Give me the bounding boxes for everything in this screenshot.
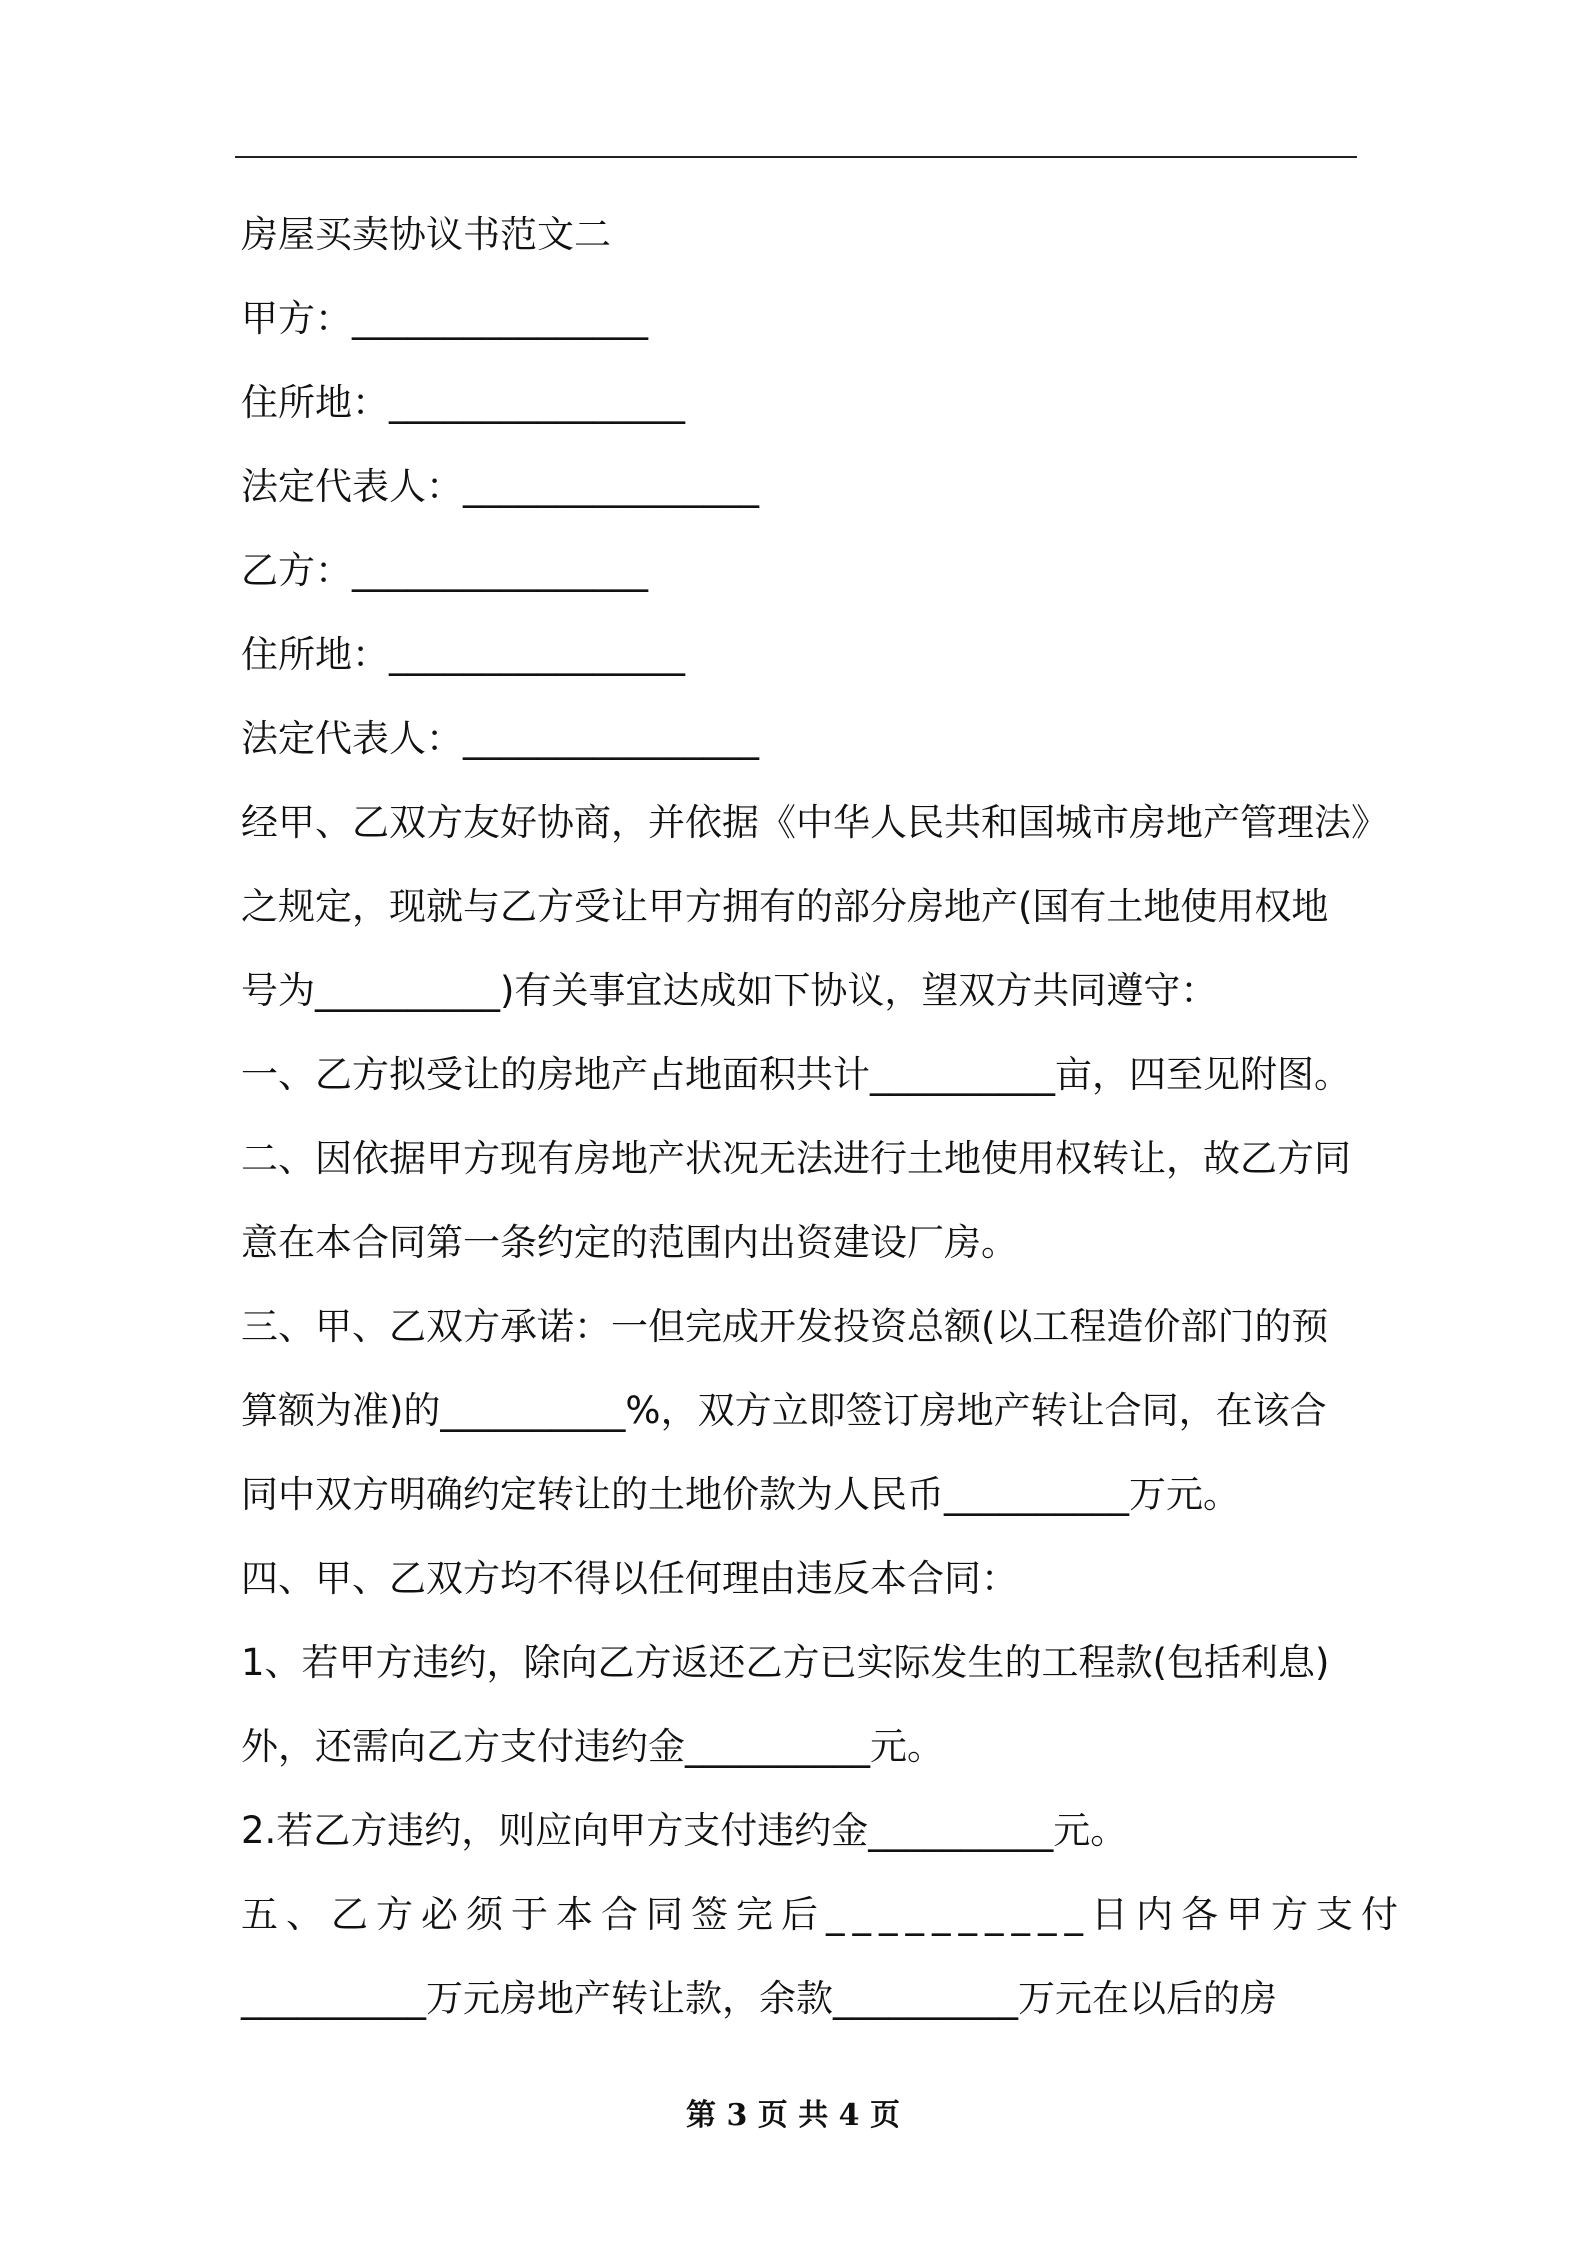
clause-4-item-1-line: 外，还需向乙方支付违约金__________元。 — [241, 1725, 944, 1768]
clause-4-line: 四、甲、乙双方均不得以任何理由违反本合同： — [241, 1557, 1018, 1600]
paragraph-line: 号为__________)有关事宜达成如下协议，望双方共同遵守： — [241, 969, 1218, 1012]
clause-5-line: __________万元房地产转让款，余款__________万元在以后的房 — [241, 1977, 1277, 2020]
document-title: 房屋买卖协议书范文二 — [241, 213, 611, 256]
header-rule — [235, 156, 1357, 158]
clause-4-item-1-line: 1、若甲方违约，除向乙方返还乙方已实际发生的工程款(包括利息) — [241, 1641, 1330, 1684]
party-b-address-field: 住所地：________________ — [241, 633, 685, 676]
party-a-field: 甲方：________________ — [241, 297, 648, 340]
party-a-representative-field: 法定代表人：________________ — [241, 465, 759, 508]
party-b-representative-field: 法定代表人：________________ — [241, 717, 759, 760]
document-body — [241, 193, 1406, 2041]
clause-3-line: 三、甲、乙双方承诺：一但完成开发投资总额(以工程造价部门的预 — [241, 1305, 1329, 1348]
clause-3-line: 同中双方明确约定转让的土地价款为人民币__________万元。 — [241, 1473, 1240, 1516]
clause-5-line: 五、乙方必须于本合同签完后__________日内各甲方支付 — [241, 1893, 1406, 1936]
clause-2-line: 二、因依据甲方现有房地产状况无法进行土地使用权转让，故乙方同 — [241, 1137, 1351, 1180]
paragraph-line: 经甲、乙双方友好协商，并依据《中华人民共和国城市房地产管理法》 — [241, 801, 1388, 844]
clause-1-line: 一、乙方拟受让的房地产占地面积共计__________亩，四至见附图。 — [241, 1053, 1351, 1096]
party-b-field: 乙方：________________ — [241, 549, 648, 592]
clause-2-line: 意在本合同第一条约定的范围内出资建设厂房。 — [241, 1221, 1018, 1264]
paragraph-line: 之规定，现就与乙方受让甲方拥有的部分房地产(国有土地使用权地 — [241, 885, 1329, 928]
page-number: 第 3 页 共 4 页 — [686, 2098, 900, 2133]
clause-3-line: 算额为准)的__________%，双方立即签订房地产转让合同，在该合 — [241, 1389, 1327, 1432]
party-a-address-field: 住所地：________________ — [241, 381, 685, 424]
clause-4-item-2-line: 2.若乙方违约，则应向甲方支付违约金__________元。 — [241, 1809, 1128, 1852]
